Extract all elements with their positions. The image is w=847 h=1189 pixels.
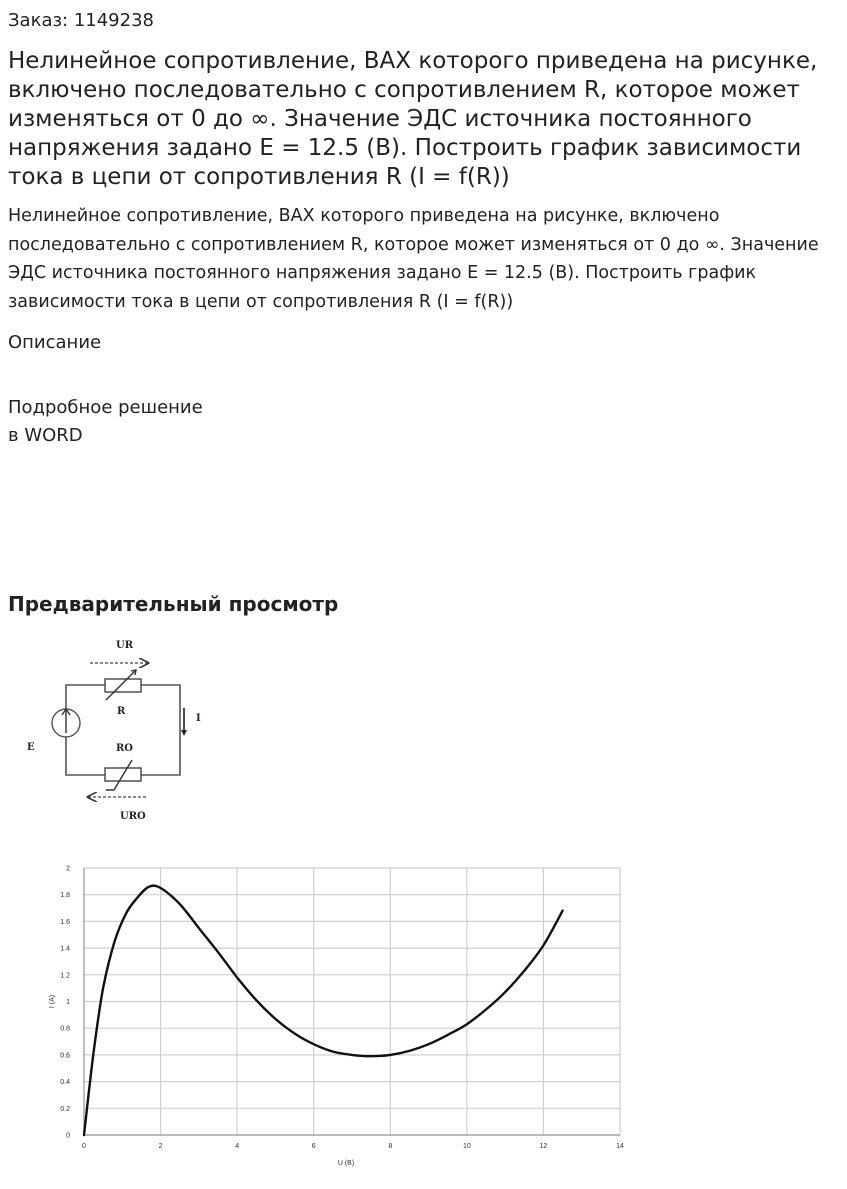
description-label: Описание — [8, 332, 102, 353]
y-tick-label: 1.8 — [60, 892, 70, 900]
x-tick-label: 6 — [311, 1143, 316, 1150]
y-tick-label: 0 — [66, 1132, 70, 1140]
x-tick-label: 4 — [235, 1143, 240, 1150]
preview-heading: Предварительный просмотр — [8, 592, 339, 616]
y-tick-label: 1.4 — [60, 945, 70, 953]
label-ur: UR — [116, 640, 134, 651]
circuit-wire-loop — [66, 685, 180, 775]
resistor-r-symbol — [105, 679, 141, 692]
x-tick-label: 12 — [539, 1143, 548, 1150]
y-tick-label: 2 — [66, 865, 70, 873]
y-tick-label: 0.4 — [60, 1079, 70, 1087]
solution-line-1: Подробное решение — [8, 397, 203, 418]
solution-line-2: в WORD — [8, 425, 83, 446]
label-e: E — [27, 742, 35, 753]
chart-ylabel: I (A) — [49, 994, 56, 1009]
label-r: R — [117, 706, 126, 717]
y-tick-label: 1 — [66, 999, 70, 1006]
x-tick-label: 10 — [462, 1143, 471, 1150]
y-tick-label: 1.6 — [60, 918, 70, 926]
label-uro: URO — [120, 811, 146, 822]
y-tick-label: 1.2 — [60, 972, 70, 980]
x-tick-label: 0 — [82, 1143, 86, 1150]
task-title: Нелинейное сопротивление, ВАХ которого приведена на рисунке, включено последовательно с сопротивлением R, которое может изменяться от 0 до ∞. Значение ЭДС источника постоянного напряжения задано E = 12.5 (B). Построить график зависимости тока в цепи от сопротивления R (I = f(R)) — [8, 48, 818, 190]
y-tick-label: 0.2 — [60, 1105, 70, 1113]
task-description: Нелинейное сопротивление, ВАХ которого приведена на рисунке, включено последовательно с сопротивлением R, которое может изменяться от 0 до ∞. Значение ЭДС источника постоянного напряжения задано E = 12.5 (B). Построить график зависимости тока в цепи от сопротивления R (I = f(R)) — [8, 206, 819, 312]
x-tick-label: 8 — [388, 1143, 393, 1150]
y-tick-label: 0.6 — [60, 1052, 70, 1060]
x-tick-label: 14 — [616, 1143, 624, 1150]
order-number: Заказ: 1149238 — [8, 10, 154, 31]
chart-series-line — [84, 886, 563, 1135]
chart-ticks — [60, 866, 624, 1151]
circuit-diagram — [20, 630, 220, 830]
chart-xlabel: U (B) — [337, 1160, 355, 1167]
chart-grid — [84, 868, 620, 1135]
solution-info — [8, 394, 203, 450]
y-tick-label: 0.8 — [60, 1025, 70, 1033]
iv-chart — [40, 856, 640, 1176]
label-i: I — [196, 713, 201, 724]
label-ro: RO — [116, 743, 134, 754]
x-tick-label: 2 — [158, 1143, 163, 1150]
